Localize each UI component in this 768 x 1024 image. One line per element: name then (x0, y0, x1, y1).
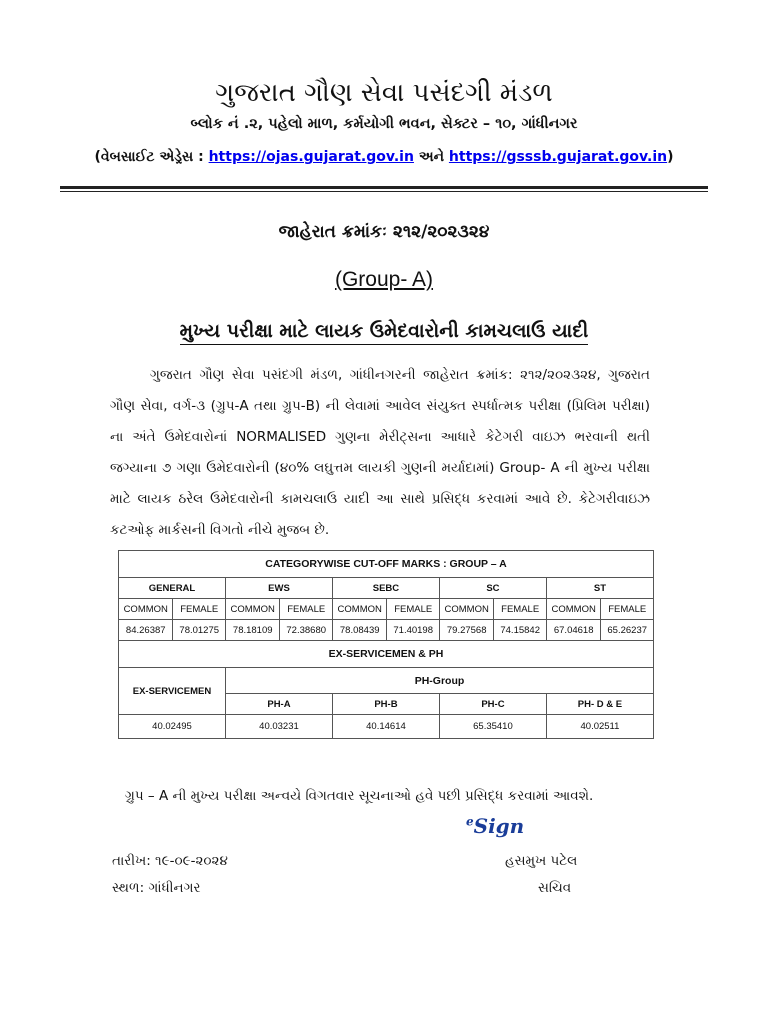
gsssb-link[interactable]: https://gsssb.gujarat.gov.in (448, 149, 668, 165)
divider-thin (60, 191, 708, 192)
ph-b-value: 40.14614 (332, 715, 439, 739)
group-label-text: (Group- A) (334, 268, 434, 291)
website-suffix: ) (667, 149, 674, 165)
esign-word: Sign (473, 814, 525, 838)
ph-a-value: 40.03231 (225, 715, 332, 739)
mark-cell: 78.18109 (225, 620, 279, 641)
website-line (0, 149, 768, 165)
ph-b-label: PH-B (332, 694, 439, 715)
table-title: CATEGORYWISE CUT-OFF MARKS : GROUP – A (119, 551, 654, 578)
category-sebc: SEBC (332, 578, 439, 599)
advertisement-number: જાહેરાત ક્રમાંકઃ ૨૧૨/૨૦૨૩૨૪ (278, 222, 490, 242)
mark-cell: 78.01275 (173, 620, 226, 641)
sub-common: COMMON (546, 599, 600, 620)
sub-female: FEMALE (387, 599, 440, 620)
mark-cell: 79.27568 (439, 620, 493, 641)
mark-cell: 67.04618 (546, 620, 600, 641)
ph-a-label: PH-A (225, 694, 332, 715)
category-st: ST (546, 578, 653, 599)
list-heading (0, 320, 768, 342)
sub-female: FEMALE (494, 599, 547, 620)
website-join: અને (413, 149, 449, 165)
footer-note: ગ્રુપ – A ની મુખ્ય પરીક્ષા અન્વયે વિગતવાર સૂચનાઓ હવે પછી પ્રસિદ્ધ કરવામાં આવશે. (125, 788, 594, 804)
notice-paragraph (110, 360, 650, 546)
sub-female: FEMALE (280, 599, 333, 620)
ph-group-label: PH-Group (225, 668, 653, 694)
list-heading-text: મુખ્ય પરીક્ષા માટે લાયક ઉમેદવારોની કામચલાઉ યાદી (180, 320, 589, 345)
ph-c-label: PH-C (439, 694, 546, 715)
page-title: ગુજરાત ગૌણ સેવા પસંદગી મંડળ (215, 78, 553, 108)
category-sc: SC (439, 578, 546, 599)
ph-de-label: PH- D & E (546, 694, 653, 715)
ojas-link[interactable]: https://ojas.gujarat.gov.in (208, 149, 414, 165)
mark-cell: 65.26237 (601, 620, 654, 641)
mark-cell: 78.08439 (332, 620, 386, 641)
group-label (0, 268, 768, 292)
esign-prefix: e (466, 814, 474, 829)
sub-female: FEMALE (601, 599, 654, 620)
sub-common: COMMON (225, 599, 279, 620)
cutoff-table (118, 550, 654, 739)
ph-de-value: 40.02511 (546, 715, 653, 739)
mark-cell: 74.15842 (494, 620, 547, 641)
category-general: GENERAL (119, 578, 226, 599)
divider-thick (60, 186, 708, 189)
section2-title: EX-SERVICEMEN & PH (119, 641, 654, 668)
signatory-designation: સચિવ (538, 880, 572, 896)
issue-place: સ્થળ: ગાંધીનગર (112, 880, 201, 896)
notice-paragraph-text: ગુજરાત ગૌણ સેવા પસંદગી મંડળ, ગાંધીનગરની જાહેરાત ક્રમાંક: ૨૧૨/૨૦૨૩૨૪, ગુજરાત ગૌણ સેવા, વર્ગ-૩ (ગ્રુપ-A તથા ગ્રુપ-B) ની લેવામાં આવેલ સંયુક્ત સ્પર્ધાત્મક પરીક્ષા (પ્રિલિમ પરીક્ષા) ના અંતે ઉમેદવારોનાં NORMALISED ગુણના મેરીટ્સના આધારે કેટેગરી વાઇઝ ભરવાની થતી જગ્યાના ૭ ગણા ઉમેદવારોની (૪૦% લઘુત્તમ લાયકી ગુણની મર્યાદામાં) Group- A ની મુખ્ય પરીક્ષા માટે લાયક ઠરેલ ઉમેદવારોની કામચલાઉ યાદી આ સાથે પ્રસિદ્ધ કરવામાં આવે છે. કેટેગરીવાઇઝ કટઓફ માર્કસની વિગતો નીચે મુજબ છે. (110, 367, 650, 538)
mark-cell: 84.26387 (119, 620, 173, 641)
sub-common: COMMON (439, 599, 493, 620)
sub-common: COMMON (119, 599, 173, 620)
issue-date: તારીખ: ૧૯-૦૯-૨૦૨૪ (112, 853, 228, 869)
ex-servicemen-value: 40.02495 (119, 715, 226, 739)
mark-cell: 72.38680 (280, 620, 333, 641)
mark-cell: 71.40198 (387, 620, 440, 641)
sub-common: COMMON (332, 599, 386, 620)
sub-female: FEMALE (173, 599, 226, 620)
ex-servicemen-label: EX-SERVICEMEN (119, 668, 226, 715)
esign-mark (466, 814, 524, 838)
website-prefix: (વેબસાઈટ એડ્રેસ : (94, 149, 209, 165)
office-address: બ્લોક નં .૨, પહેલો માળ, કર્મયોગી ભવન, સેક્ટર – ૧૦, ગાંધીનગર (190, 116, 578, 132)
ph-c-value: 65.35410 (439, 715, 546, 739)
signatory-name: હસમુખ પટેલ (505, 853, 578, 869)
category-ews: EWS (225, 578, 332, 599)
